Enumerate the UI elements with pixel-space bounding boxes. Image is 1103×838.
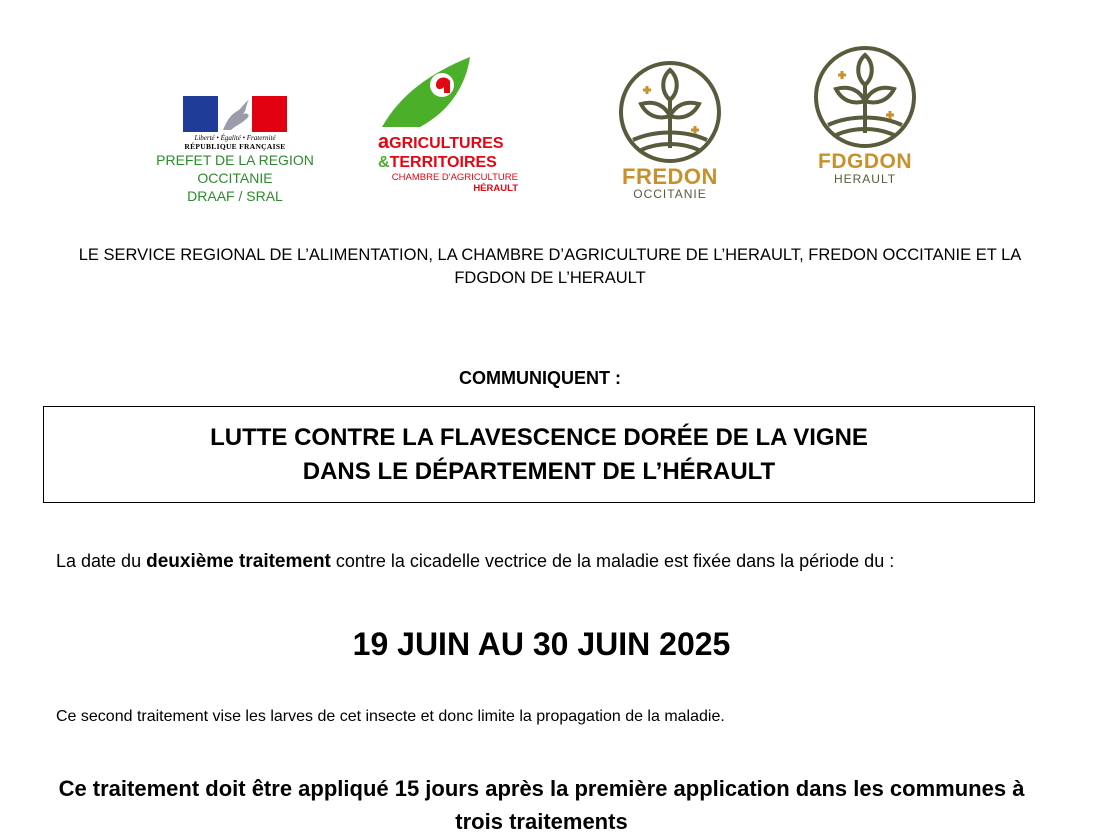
republique-motto: Liberté • Égalité • Fraternité (194, 134, 276, 142)
fredon-logo (600, 60, 740, 200)
fdgdon-plant-icon (810, 45, 920, 149)
chambre-agriculture-logo (378, 55, 518, 194)
republique-francaise-logo (140, 96, 330, 205)
fdgdon-logo (800, 45, 930, 185)
chambre-line-chambre: CHAMBRE D'AGRICULTURE (391, 172, 518, 183)
fdgdon-sub: HERAULT (833, 172, 897, 186)
chambre-leaf-icon (380, 55, 476, 129)
fdgdon-name: FDGDON (818, 150, 912, 173)
chambre-line-herault: HÉRAULT (473, 183, 518, 194)
fredon-plant-icon (615, 60, 725, 164)
larvae-paragraph: Ce second traitement vise les larves de cet insecte et donc limite la propagation de la maladie. (56, 708, 725, 725)
fredon-name: FREDON (622, 164, 718, 189)
marianne-flag-icon (183, 96, 287, 132)
title-line-1: LUTTE CONTRE LA FLAVESCENCE DORÉE DE LA VIGNE (210, 424, 868, 451)
treatment-date-paragraph: La date du deuxième traitement contre la cicadelle vectrice de la maladie est fixée dans la période du : (56, 551, 895, 572)
occitanie-line: OCCITANIE (197, 170, 273, 186)
communiquent-heading: COMMUNIQUENT : (459, 368, 621, 388)
title-box (43, 406, 1035, 503)
date-range: 19 JUIN AU 30 JUIN 2025 (352, 626, 731, 662)
republique-name: RÉPUBLIQUE FRANÇAISE (184, 142, 286, 151)
prefet-line: PREFET DE LA REGION (156, 152, 314, 168)
title-line-2: DANS LE DÉPARTEMENT DE L’HÉRAULT (302, 458, 776, 485)
chambre-line-territoires: &TERRITOIRES (378, 154, 497, 171)
draaf-line: DRAAF / SRAL (187, 188, 283, 204)
application-paragraph: Ce traitement doit être appliqué 15 jours après la première application dans les communes à trois traitements (58, 776, 1025, 834)
fredon-sub: OCCITANIE (633, 187, 707, 201)
second-treatment-emphasis: deuxième traitement (146, 551, 331, 572)
chambre-line-agricultures: aGRICULTURES (378, 131, 504, 153)
intro-organisations: LE SERVICE REGIONAL DE L’ALIMENTATION, LA CHAMBRE D’AGRICULTURE DE L’HERAULT, FREDON OCCITANIE ET LA FDGDON DE L’HERAULT (78, 246, 1022, 287)
